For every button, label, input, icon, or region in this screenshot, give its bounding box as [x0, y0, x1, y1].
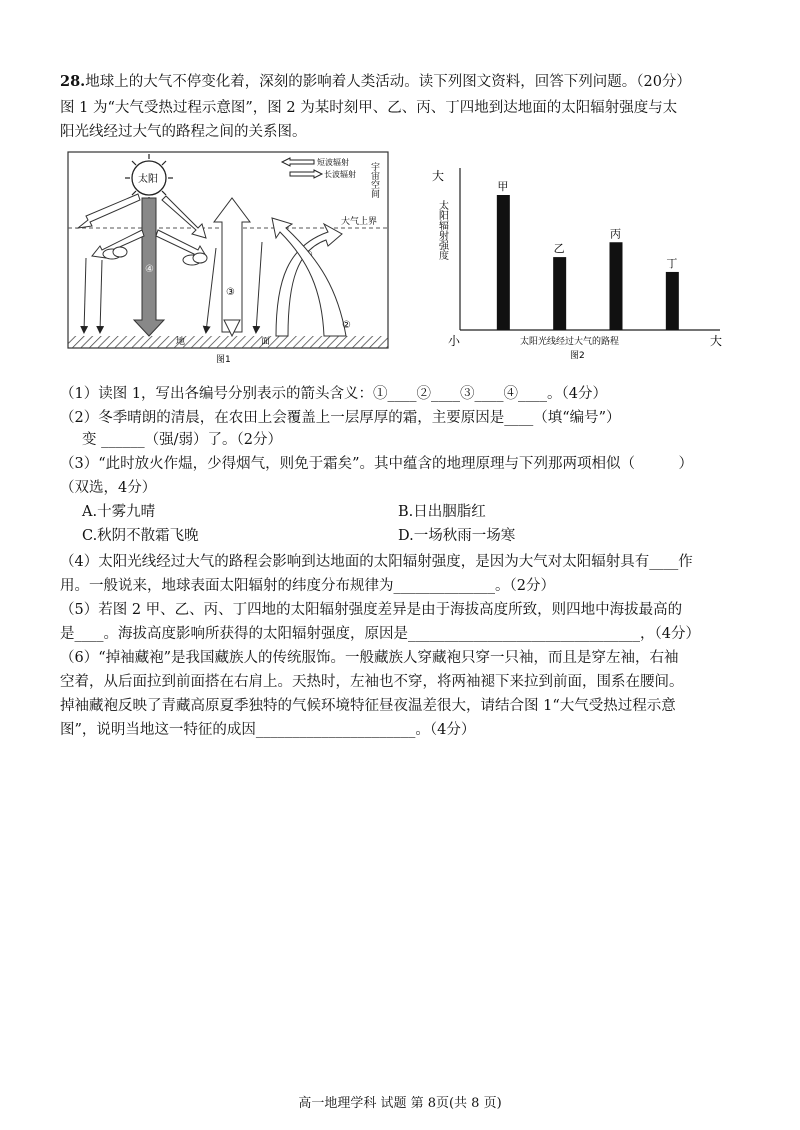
bar-label-3: 丙 [610, 227, 621, 241]
q6-text-3: 掉袖藏袍反映了青藏高原夏季独特的气候环境特征昼夜温差很大，请结合图 1“大气受热过程示意 [60, 698, 676, 714]
q3-option-c: C.秋阴不散霜飞晚 [82, 528, 199, 544]
q4-text-2: 用。一般说来，地球表面太阳辐射的纬度分布规律为______________。（2分） [60, 578, 555, 594]
figure2-caption: 图2 [570, 351, 585, 361]
q5-text-2: 是____。海拔高度影响所获得的太阳辐射强度，原因是________________________________，（4分） [60, 626, 700, 642]
page-footer: 高一地理学科 试题 第 8页(共 8 页) [298, 1096, 502, 1111]
bar-3 [610, 242, 623, 330]
sun-icon [125, 154, 173, 202]
bar-4 [666, 272, 679, 330]
question-number: 28. [60, 73, 86, 90]
q6-text-4: 图”，说明当地这一特征的成因______________________。（4分） [60, 722, 476, 738]
arrow-2-label: ② [342, 320, 351, 331]
ground-label-right: 面 [261, 337, 271, 347]
figure1-diagram [66, 150, 396, 365]
ground-hatch [68, 336, 388, 348]
q3-option-b: B.日出胭脂红 [398, 504, 486, 520]
bar-label-2: 乙 [553, 242, 565, 256]
question-intro-3: 阳光线经过大气的路程之间的关系图。 [60, 124, 307, 140]
y-axis-title: 太阳辐射强度 [436, 200, 448, 260]
q6-text-2: 空着，从后面拉到前面搭在右肩上。天热时，左袖也不穿，将两袖褪下来拉到前面，围系在腰间。 [60, 674, 684, 690]
bar-label-4: 丁 [666, 256, 678, 270]
x-axis-title: 太阳光线经过大气的路程 [520, 337, 620, 347]
ground-label-left: 地 [176, 337, 186, 347]
x-axis-left-label: 小 [448, 334, 461, 348]
q2-text-2: 变 ______（强/弱）了。（2分） [82, 432, 282, 448]
q6-text-1: （6）“掉袖藏袍”是我国藏族人的传统服饰。一般藏族人穿藏袍只穿一只袖，而且是穿左袖，右袖 [60, 650, 679, 666]
x-axis-right-label: 大 [710, 334, 723, 348]
q1-text: （1）读图 1，写出各编号分别表示的箭头含义：①____②____③____④____。（4分） [60, 386, 608, 402]
bar-1 [497, 195, 510, 330]
question-intro-2: 图 1 为“大气受热过程示意图”，图 2 为某时刻甲、乙、丙、丁四地到达地面的太阳辐射强度与太 [60, 100, 678, 116]
q3-text-1: （3）“此时放火作煴，少得烟气，则免于霜矣”。其中蕴含的地理原理与下列那两项相似（ ） [60, 456, 694, 472]
q2-text-1: （2）冬季晴朗的清晨，在农田上会覆盖上一层厚厚的霜，主要原因是____（填“编号”） [60, 410, 621, 426]
arrow-4-label: ④ [145, 264, 154, 275]
y-axis-top-label: 大 [432, 169, 445, 183]
svg-text:短波辐射: 短波辐射 [317, 158, 349, 167]
bar-2 [553, 257, 566, 330]
figure1-caption: 图1 [216, 355, 231, 365]
space-label: 宇宙空间 [369, 162, 379, 198]
svg-text:太阳: 太阳 [138, 174, 158, 185]
q3-text-2: （双选，4分） [60, 480, 157, 496]
q3-option-d: D.一场秋雨一场寒 [398, 528, 516, 544]
svg-text:长波辐射: 长波辐射 [324, 170, 356, 179]
q5-text-1: （5）若图 2 甲、乙、丙、丁四地的太阳辐射强度差异是由于海拔高度所致，则四地中海拔最高的 [60, 602, 683, 618]
figure2-chart [430, 160, 730, 365]
bar-label-1: 甲 [497, 180, 509, 193]
q4-text-1: （4）太阳光线经过大气的路程会影响到达地面的太阳辐射强度，是因为大气对太阳辐射具有____作 [60, 554, 693, 570]
atmosphere-top-label: 大气上界 [341, 217, 378, 227]
arrow-3-label: ③ [226, 287, 235, 298]
question-intro-1: 28.地球上的大气不停变化着，深刻的影响着人类活动。读下列图文资料，回答下列问题。（20分） [60, 73, 691, 90]
q3-option-a: A.十雾九晴 [82, 504, 156, 520]
